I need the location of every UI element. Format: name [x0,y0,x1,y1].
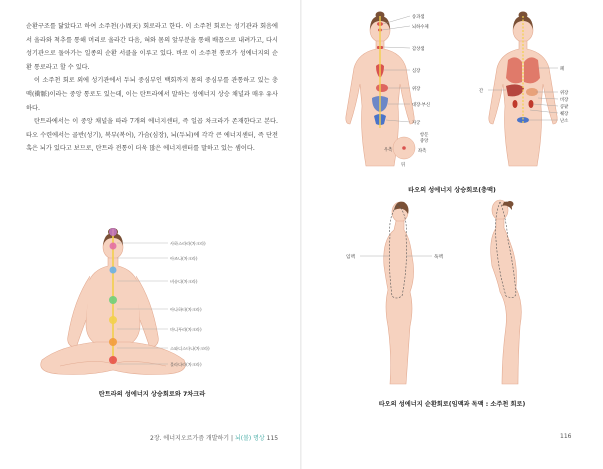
organ-label: 우측 [384,148,393,153]
body-text [26,20,278,156]
leader-line [383,47,410,48]
organ-label: 콩팥 [560,105,569,110]
paragraph: 이 소주천 회로 외에 성기관에서 두뇌 중심부인 백회까지 몸의 중심부를 관통하고 있는 충맥(衝脈)이라는 중앙 통로도 있는데, 이는 탄트라에서 말하는 성에너지 상승 채널과 매우 유사하다. [26,77,278,112]
tao-profile-figures [322,196,592,388]
figure-right-arm [136,276,158,348]
organ-label: 난소 [560,119,569,124]
paragraph: 순환구조를 닮았다고 하여 소주천(小周天) 회로라고 한다. 이 소주천 회로는 성기관과 회음에서 올라와 척추를 통해 머리로 올라간 다음, 혀와 몸의 앞부분을 통해 배꼽으로 내려가고, 다시 성기관으로 돌아가는 일종의 순환 서클을 이루고 있다. 바로 이 소주천 통로가 성에너지의 순환 통로라고 할 수 있다. [26,23,278,71]
profile-right [491,200,522,384]
chakra-solar-plexus [109,316,117,324]
organ-label: 자궁 [412,121,421,126]
chakra-sacral [109,338,117,346]
chakra-label: 사하스라라(차크라) [170,241,206,246]
organ-label: 췌장 [560,112,569,117]
chakra-label: 아나하타(차크라) [170,307,202,312]
organ-label: 위장 [560,91,569,96]
paragraph: 탄트라에서는 이 중앙 채널을 따라 7개의 에너지센터, 즉 일곱 차크라가 존재한다고 본다. 타오 수련에서는 골반(성기), 복부(복어), 가슴(심장), 뇌(두뇌)에 각각 큰 에너지센터, 즉 단전 혹은 뇌가 있다고 보므로, 탄트라 전통이 더욱 많은 에너지센터를 말하고 있는 셈이다. [26,118,278,153]
organ-label: 송과샘 [412,15,425,20]
profile-label-front: 임맥 [346,255,355,260]
chakra-label: 비슈다(차크라) [170,279,198,284]
left-page [0,0,301,469]
folio-left [150,433,278,442]
page-number-right: 116 [560,433,572,440]
chakra-heart [109,296,117,304]
figure-left-arm [68,276,90,348]
right-page [302,0,603,469]
stomach [376,84,388,92]
organ-label: 비장 [560,98,569,103]
folio-text: 2장. 에너지오르가즘 개발하기 | [150,435,235,442]
hair-bun [507,201,514,207]
tao-front-figure-2 [478,6,588,176]
figure-caption-right-1: 타오의 성에너지 상승회로(충맥) [408,187,496,194]
kidney-r [529,100,534,108]
chakra-label: 마니푸라(차크라) [170,327,202,332]
chakra-label: 물라다라(차크라) [170,362,202,367]
chakra-third-eye [110,243,117,250]
chakra-root [109,356,117,364]
chakra-crown [109,228,117,236]
profile-label-back: 독맥 [434,255,443,260]
figure-caption-right-2: 타오의 성에너지 순환회로(임맥과 독맥 : 소주천 회로) [378,401,526,408]
tao-front-figure-1 [340,6,460,176]
chakra-label: 스와디스타나(차크라) [170,346,210,351]
kidney-l [513,100,518,108]
figure-caption-left: 탄트라의 성에너지 상승회로와 7차크라 [98,391,206,398]
chakra-label: 아즈나(차크라) [170,256,198,261]
organ-label: 심장 [412,69,421,74]
figure-body [384,221,414,384]
perineum-point [402,146,406,150]
organ-label: 뇌하수체 [412,25,429,30]
page-number-left: 115 [266,435,279,442]
organ-label: 뒤 [401,163,406,168]
tantra-chakra-figure [0,224,301,394]
organ-label: 폐 [560,67,565,72]
organ-label: 좌측 [418,149,427,154]
organ-label: 항문 [420,133,429,138]
organ-label: 대장·부신 [412,103,430,108]
chakra-throat [110,267,117,274]
profile-left [384,202,414,384]
organ-label: 갑상샘 [412,47,425,52]
organ-label: 중앙 [420,139,429,144]
organ-label: 간 [479,89,484,94]
organ-label: 위장 [412,87,421,92]
folio-accent: 뇌(볼) 명상 [234,435,265,442]
figure-body [491,219,522,384]
